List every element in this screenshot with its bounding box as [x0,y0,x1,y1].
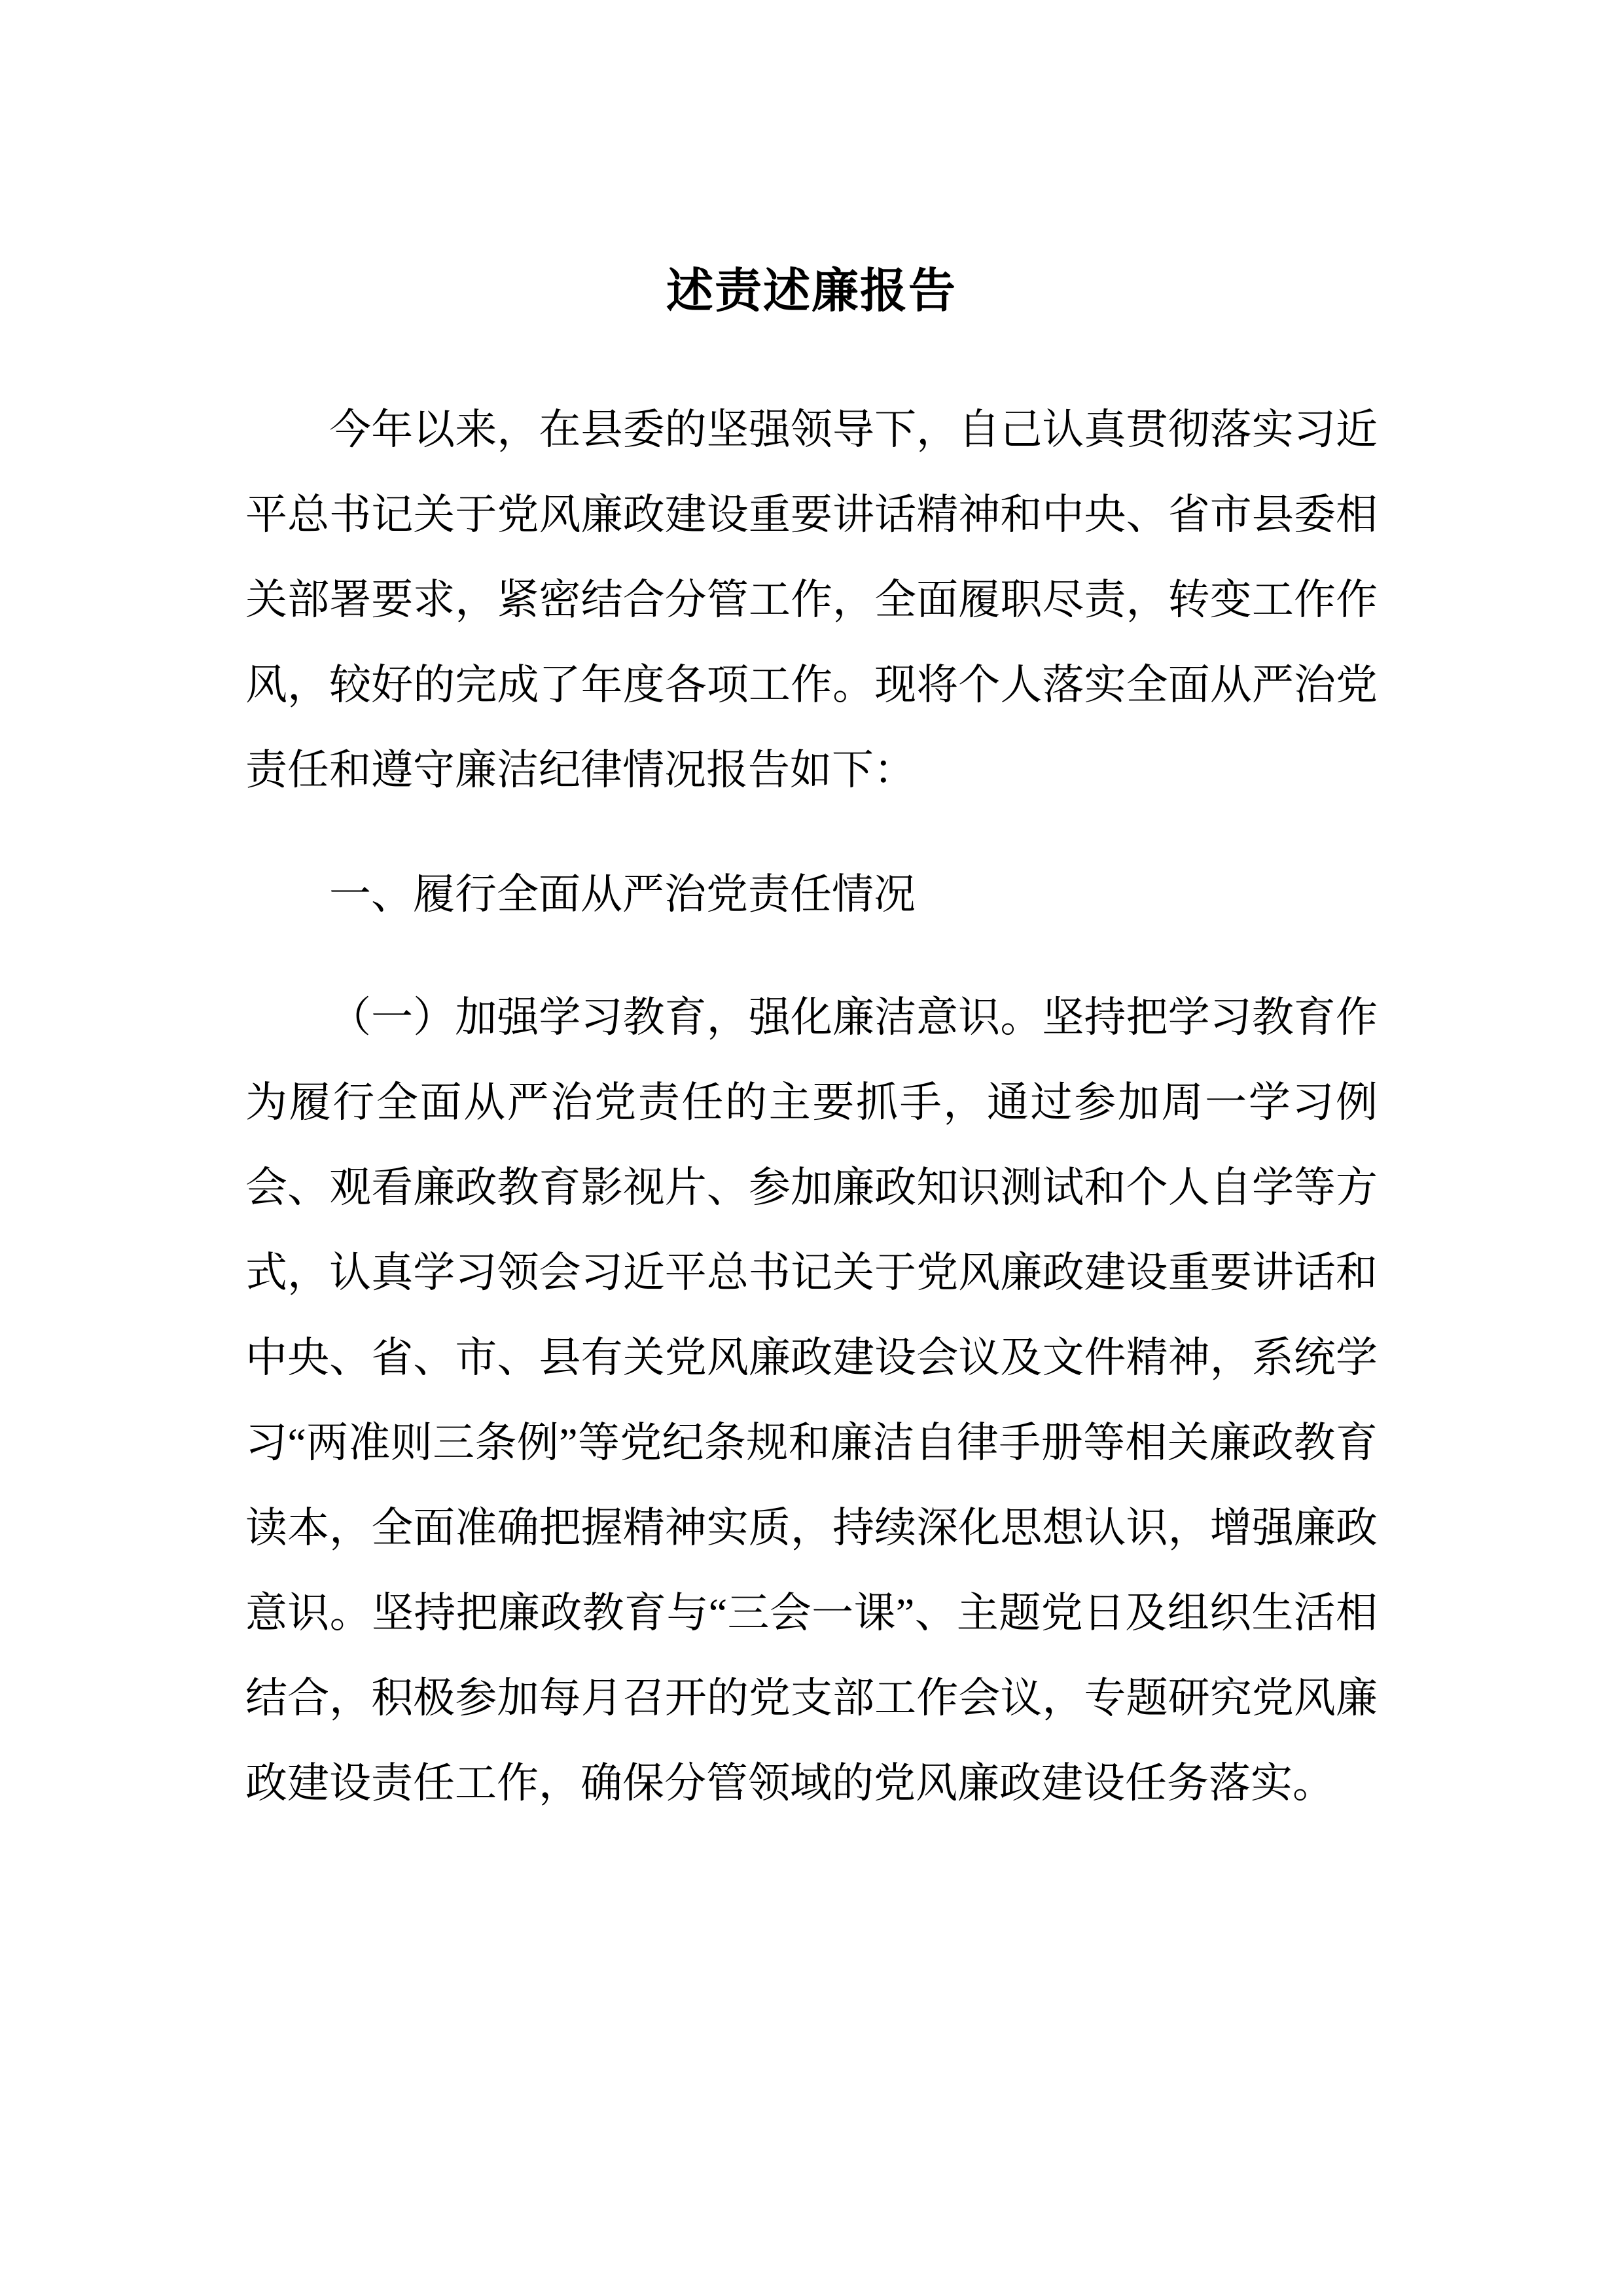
section-heading-1: 一、履行全面从严治党责任情况 [329,871,916,918]
paragraph-intro: 今年以来，在县委的坚强领导下，自己认真贯彻落实习近平总书记关于党风廉政建设重要讲话精神和中央、省市县委相关部署要求，紧密结合分管工作，全面履职尽责，转变工作作风，较好的完成了年度各项工作。现将个人落实全面从严治党责任和遵守廉洁纪律情况报告如下： [245,406,1378,793]
paragraph-section-1-1: （一）加强学习教育，强化廉洁意识。坚持把学习教育作为履行全面从严治党责任的主要抓手，通过参加周一学习例会、观看廉政教育影视片、参加廉政知识测试和个人自学等方式，认真学习领会习近平总书记关于党风廉政建设重要讲话和中央、省、市、县有关党风廉政建设会议及文件精神，系统学习“两准则三条例”等党纪条规和廉洁自律手册等相关廉政教育读本，全面准确把握精神实质，持续深化思想认识，增强廉政意识。坚持把廉政教育与“三会一课”、主题党日及组织生活相结合，积极参加每月召开的党支部工作会议，专题研究党风廉政建设责任工作，确保分管领域的党风廉政建设任务落实。 [245,994,1378,1806]
document-title: 述责述廉报告 [666,265,957,317]
